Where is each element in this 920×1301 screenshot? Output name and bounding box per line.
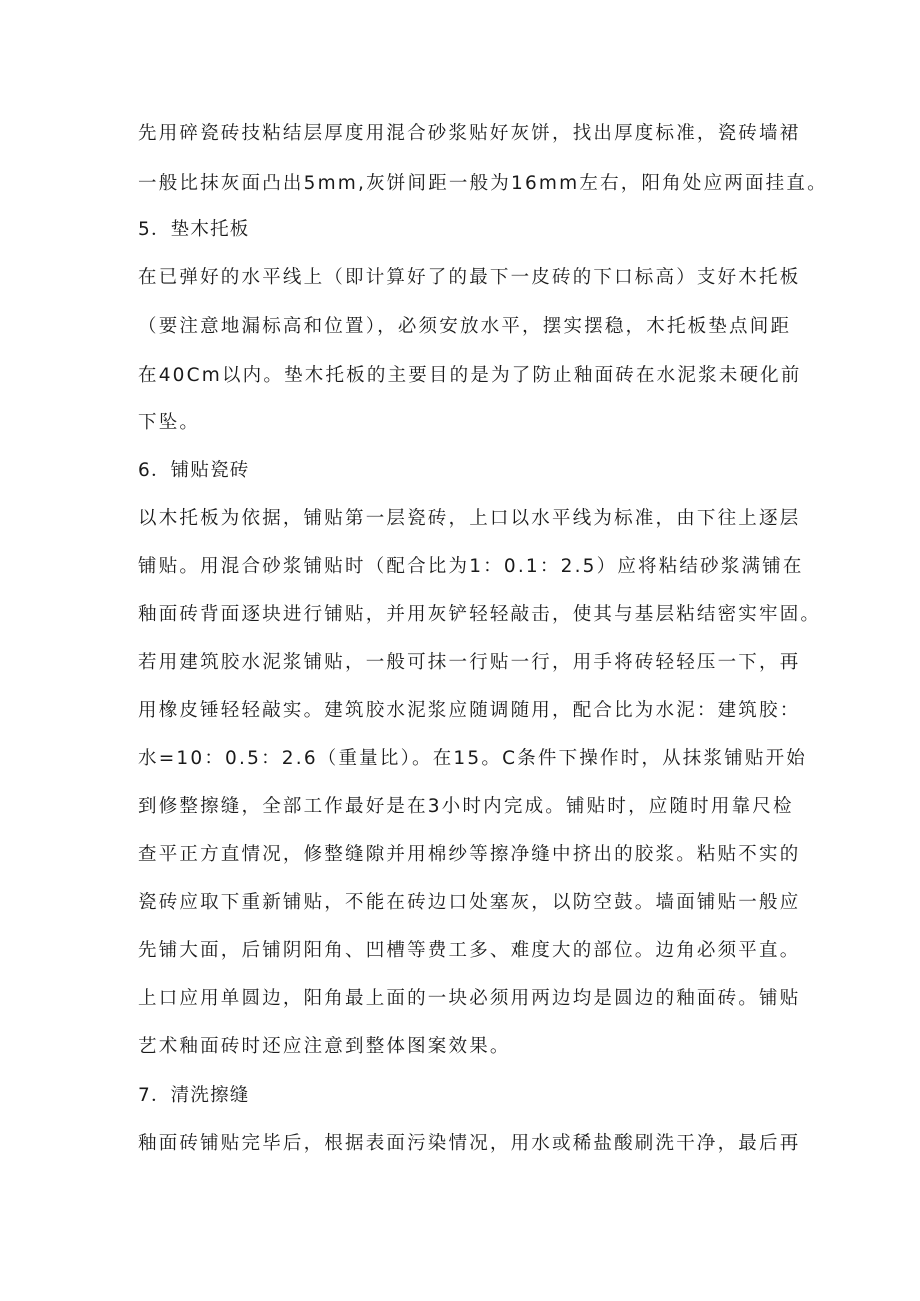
body-text-line: 下坠。	[138, 412, 201, 433]
body-text-line: 到修整擦缝，全部工作最好是在3小时内完成。铺贴时，应随时用靠尺检	[138, 796, 794, 817]
body-text-line: 水=10：0.5：2.6（重量比）。在15。C条件下操作时，从抹浆铺贴开始	[138, 748, 807, 769]
body-text-line: 铺贴。用混合砂浆铺贴时（配合比为1：0.1：2.5）应将粘结砂浆满铺在	[138, 556, 804, 577]
body-text-line: 先用碎瓷砖技粘结层厚度用混合砂浆贴好灰饼，找出厚度标准，瓷砖墙裙	[138, 123, 801, 144]
body-text-line: 在已弹好的水平线上（即计算好了的最下一皮砖的下口标高）支好木托板	[138, 267, 801, 288]
body-text-line: 瓷砖应取下重新铺贴，不能在砖边口处塞灰，以防空鼓。墙面铺贴一般应	[138, 892, 801, 913]
body-text-line: 上口应用单圆边，阳角最上面的一块必须用两边均是圆边的釉面砖。铺贴	[138, 988, 801, 1009]
body-text-line: 艺术釉面砖时还应注意到整体图案效果。	[138, 1036, 511, 1057]
section-heading-5: 5．垫木托板	[138, 219, 250, 240]
body-text-line: 以木托板为依据，铺贴第一层瓷砖，上口以水平线为标准，由下往上逐层	[138, 508, 801, 529]
body-text-line: 一般比抹灰面凸出5mm,灰饼间距一般为16mm左右，阳角处应两面挂直。	[138, 173, 828, 194]
body-text-line: （要注意地漏标高和位置），必须安放水平，摆实摆稳，木托板垫点间距	[138, 316, 792, 337]
body-text-line: 釉面砖背面逐块进行铺贴，并用灰铲轻轻敲击，使其与基层粘结密实牢固。	[138, 604, 822, 625]
section-heading-6: 6．铺贴瓷砖	[138, 460, 250, 481]
body-text-line: 用橡皮锤轻轻敲实。建筑胶水泥浆应随调随用，配合比为水泥：建筑胶：	[138, 700, 801, 721]
body-text-line: 釉面砖铺贴完毕后，根据表面污染情况，用水或稀盐酸刷洗干净，最后再	[138, 1133, 801, 1154]
body-text-line: 查平正方直情况，修整缝隙并用棉纱等擦净缝中挤出的胶浆。粘贴不实的	[138, 844, 801, 865]
body-text-line: 若用建筑胶水泥浆铺贴，一般可抹一行贴一行，用手将砖轻轻压一下，再	[138, 652, 801, 673]
body-text-line: 在40Cm以内。垫木托板的主要目的是为了防止釉面砖在水泥浆未硬化前	[138, 365, 802, 386]
body-text-line: 先铺大面，后铺阴阳角、凹槽等费工多、难度大的部位。边角必须平直。	[138, 940, 801, 961]
section-heading-7: 7．清洗擦缝	[138, 1085, 250, 1106]
